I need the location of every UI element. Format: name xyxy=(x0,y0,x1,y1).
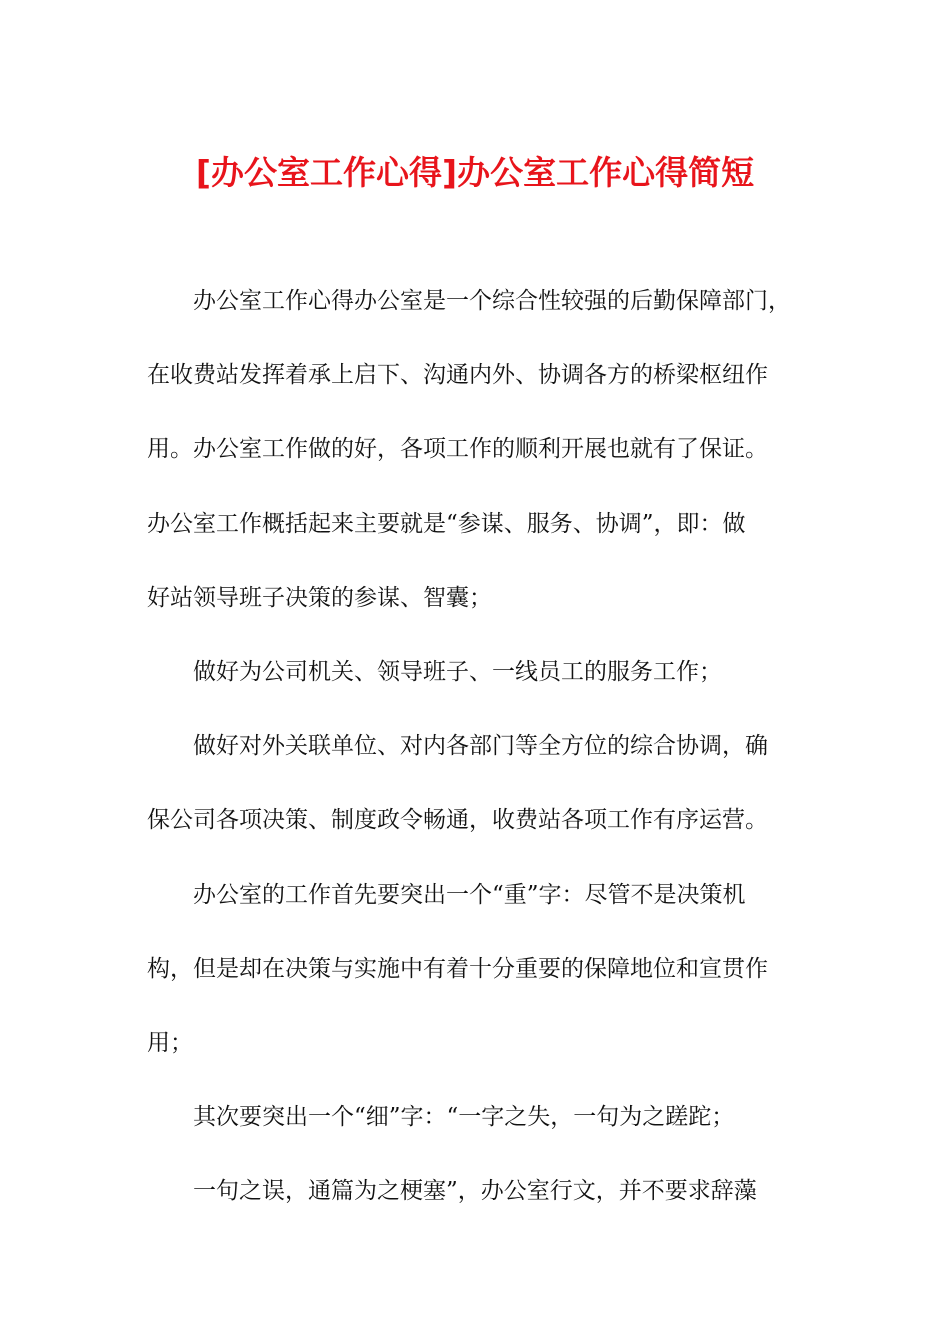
document-title: [办公室工作心得]办公室工作心得简短 xyxy=(195,153,755,192)
paragraph-line: 在收费站发挥着承上启下、沟通内外、协调各方的桥梁枢纽作 xyxy=(147,362,768,389)
paragraph-line: 用； xyxy=(147,1029,193,1056)
paragraph-line: 构，但是却在决策与实施中有着十分重要的保障地位和宣贯作 xyxy=(147,955,768,982)
paragraph-line: 办公室的工作首先要突出一个“重”字：尽管不是决策机 xyxy=(193,881,746,908)
paragraph-line: 好站领导班子决策的参谋、智囊； xyxy=(147,584,492,611)
paragraph-line: 其次要突出一个“细”字：“一字之失，一句为之蹉跎； xyxy=(193,1104,735,1131)
paragraph-line: 用。办公室工作做的好，各项工作的顺利开展也就有了保证。 xyxy=(147,436,768,463)
paragraph-line: 办公室工作概括起来主要就是“参谋、服务、协调”，即：做 xyxy=(147,510,746,537)
paragraph-line: 做好为公司机关、领导班子、一线员工的服务工作； xyxy=(193,658,722,685)
document-body xyxy=(147,273,795,1237)
paragraph-line: 保公司各项决策、制度政令畅通，收费站各项工作有序运营。 xyxy=(147,807,768,834)
paragraph-line: 做好对外关联单位、对内各部门等全方位的综合协调，确 xyxy=(193,733,768,760)
paragraph-line: 一句之误，通篇为之梗塞”，办公室行文，并不要求辞藻 xyxy=(193,1178,757,1205)
paragraph-line: 办公室工作心得办公室是一个综合性较强的后勤保障部门， xyxy=(193,288,791,314)
